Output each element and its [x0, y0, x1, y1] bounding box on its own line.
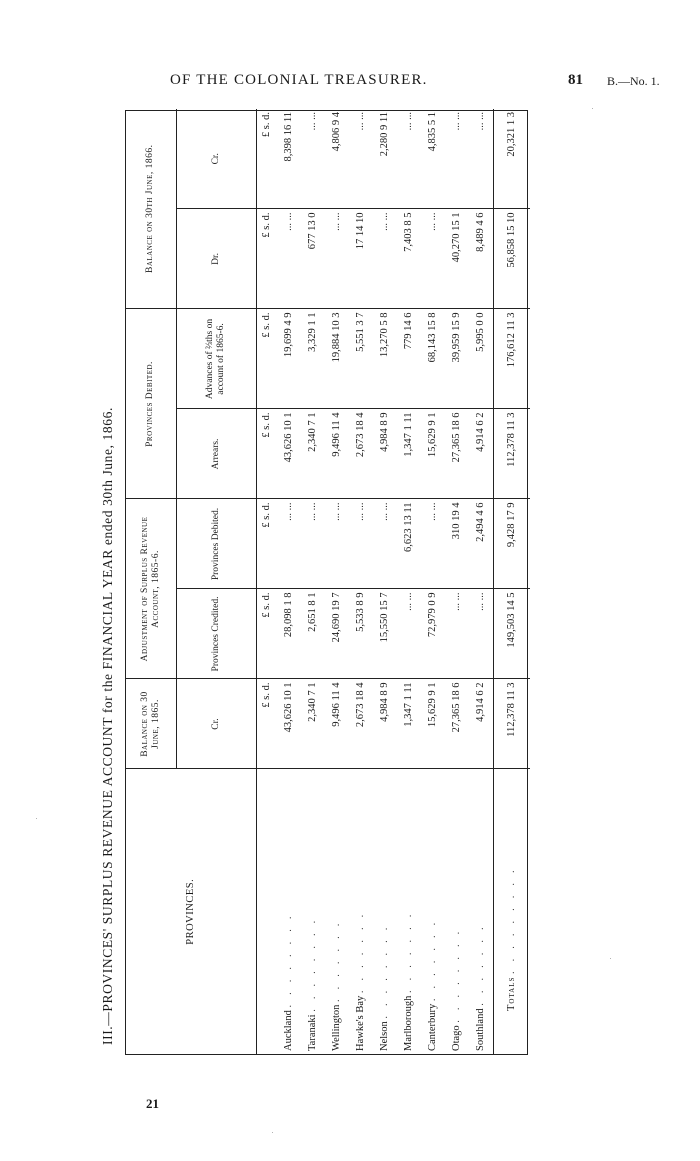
cell: 15,550 15 7	[373, 589, 397, 679]
cell: ... ...	[445, 589, 469, 679]
cell: 2,494 4 6	[469, 499, 494, 589]
cell: 1,347 1 11	[397, 679, 421, 769]
cell: ... ...	[469, 109, 494, 209]
cell: 39,959 15 9	[445, 309, 469, 409]
cell: ... ...	[421, 499, 445, 589]
units-row	[256, 109, 277, 1054]
table-row	[445, 109, 469, 1054]
cell: ... ...	[445, 109, 469, 209]
advances-header: Advances of ⅔ths on account of 1865-6.	[176, 309, 256, 409]
cell: 2,340 7 1	[301, 409, 325, 499]
cell: 2,673 18 4	[349, 679, 373, 769]
balance-1865-header: Balance on 30 June, 1865.	[126, 679, 176, 769]
paper-speck	[272, 1132, 273, 1133]
revenue-account-table	[125, 110, 528, 1055]
table-row	[349, 109, 373, 1054]
cell: ... ...	[349, 109, 373, 209]
totals-row	[493, 109, 530, 1054]
units-label: £ s. d.	[256, 679, 277, 769]
province-name: Taranaki ........	[307, 910, 318, 1051]
cell: 27,365 18 6	[445, 679, 469, 769]
cell: 9,496 11 4	[325, 409, 349, 499]
cell: 3,329 1 1	[301, 309, 325, 409]
cell: 15,629 9 1	[421, 409, 445, 499]
table-row	[469, 109, 494, 1054]
table-title: III.—PROVINCES' SURPLUS REVENUE ACCOUNT for the FINANCIAL YEAR ended 30th June, 1866.	[100, 407, 115, 1045]
total-cell: 149,503 14 5	[493, 589, 530, 679]
province-name: Nelson ........	[379, 917, 390, 1051]
folio-number: 21	[146, 1096, 159, 1111]
cell: ... ...	[325, 499, 349, 589]
paper-speck	[36, 818, 37, 819]
province-name: Canterbury .......	[427, 912, 438, 1051]
cell: 4,806 9 4	[325, 109, 349, 209]
cell: ... ...	[277, 209, 301, 309]
cell: 2,673 18 4	[349, 409, 373, 499]
bal1866-cr-header: Cr.	[176, 109, 256, 209]
cell: 4,984 8 9	[373, 409, 397, 499]
province-name: Hawke's Bay .......	[355, 904, 366, 1051]
arrears-header: Arrears.	[176, 409, 256, 499]
cell: ... ...	[373, 499, 397, 589]
province-name: Auckland ........	[283, 906, 294, 1051]
cell: 8,398 16 11	[277, 109, 301, 209]
cell: ... ...	[325, 209, 349, 309]
provinces-credited-header: Provinces Credited.	[176, 589, 256, 679]
table-row	[397, 109, 421, 1054]
cell: 677 13 0	[301, 209, 325, 309]
table-row	[301, 109, 325, 1054]
units-label: £ s. d.	[256, 589, 277, 679]
cell: 8,489 4 6	[469, 209, 494, 309]
total-cell: 20,321 1 3	[493, 109, 530, 209]
cell: ... ...	[301, 499, 325, 589]
table-row	[277, 109, 301, 1054]
units-label: £ s. d.	[256, 499, 277, 589]
province-name: Southland .......	[475, 917, 486, 1051]
provinces-debited-header: Provinces Debited.	[176, 499, 256, 589]
total-cell: 176,612 11 3	[493, 309, 530, 409]
table-row	[421, 109, 445, 1054]
cell: 5,995 0 0	[469, 309, 494, 409]
cell: 6,623 13 11	[397, 499, 421, 589]
running-head	[0, 72, 700, 92]
total-cell: 9,428 17 9	[493, 499, 530, 589]
paper-reference: B.—No. 1.	[607, 74, 660, 88]
totals-label: Totals .........	[493, 769, 530, 1054]
running-head-title: OF THE COLONIAL TREASURER.	[170, 72, 428, 88]
cell: 24,690 19 7	[325, 589, 349, 679]
units-label: £ s. d.	[256, 109, 277, 209]
cell: 2,280 9 11	[373, 109, 397, 209]
paper-speck	[610, 958, 611, 959]
cell: ... ...	[421, 209, 445, 309]
cell: 19,884 10 3	[325, 309, 349, 409]
table-row	[373, 109, 397, 1054]
cell: 5,551 3 7	[349, 309, 373, 409]
cell: 4,914 6 2	[469, 679, 494, 769]
cell: 28,098 1 8	[277, 589, 301, 679]
cell: 17 14 10	[349, 209, 373, 309]
units-label: £ s. d.	[256, 309, 277, 409]
cell: ... ...	[349, 499, 373, 589]
province-name: Otago ........	[451, 921, 462, 1051]
cell: 4,835 5 1	[421, 109, 445, 209]
provinces-header: PROVINCES.	[126, 769, 256, 1054]
cell: 43,626 10 1	[277, 679, 301, 769]
cell: ... ...	[301, 109, 325, 209]
total-cell: 112,378 11 3	[493, 409, 530, 499]
cell: ... ...	[373, 209, 397, 309]
province-name: Wellington .......	[331, 913, 342, 1051]
cell: 1,347 1 11	[397, 409, 421, 499]
balance-1866-header: Balance on 30th June, 1866.	[126, 109, 176, 309]
cell: 7,403 8 5	[397, 209, 421, 309]
cell: 310 19 4	[445, 499, 469, 589]
cell: 27,365 18 6	[445, 409, 469, 499]
bal1865-cr-header: Cr.	[176, 679, 256, 769]
province-name: Marlborough .......	[403, 904, 414, 1051]
page-number: 81	[568, 72, 583, 88]
total-cell: 112,378 11 3	[493, 679, 530, 769]
cell: ... ...	[397, 109, 421, 209]
cell: 4,914 6 2	[469, 409, 494, 499]
cell: ... ...	[277, 499, 301, 589]
cell: ... ...	[469, 589, 494, 679]
adjustment-header: Adjustment of Surplus Revenue Account, 1865-6.	[126, 499, 176, 679]
cell: 9,496 11 4	[325, 679, 349, 769]
cell: 13,270 5 8	[373, 309, 397, 409]
cell: 43,626 10 1	[277, 409, 301, 499]
total-cell: 56,858 15 10	[493, 209, 530, 309]
cell: ... ...	[397, 589, 421, 679]
cell: 779 14 6	[397, 309, 421, 409]
cell: 4,984 8 9	[373, 679, 397, 769]
cell: 72,979 0 9	[421, 589, 445, 679]
cell: 5,533 8 9	[349, 589, 373, 679]
cell: 2,651 8 1	[301, 589, 325, 679]
units-label: £ s. d.	[256, 409, 277, 499]
cell: 2,340 7 1	[301, 679, 325, 769]
paper-speck	[592, 108, 593, 109]
bal1866-dr-header: Dr.	[176, 209, 256, 309]
cell: 68,143 15 8	[421, 309, 445, 409]
units-label: £ s. d.	[256, 209, 277, 309]
provinces-debited-group-header: Provinces Debited.	[126, 309, 176, 499]
table-row	[325, 109, 349, 1054]
cell: 40,270 15 1	[445, 209, 469, 309]
cell: 19,699 4 9	[277, 309, 301, 409]
cell: 15,629 9 1	[421, 679, 445, 769]
